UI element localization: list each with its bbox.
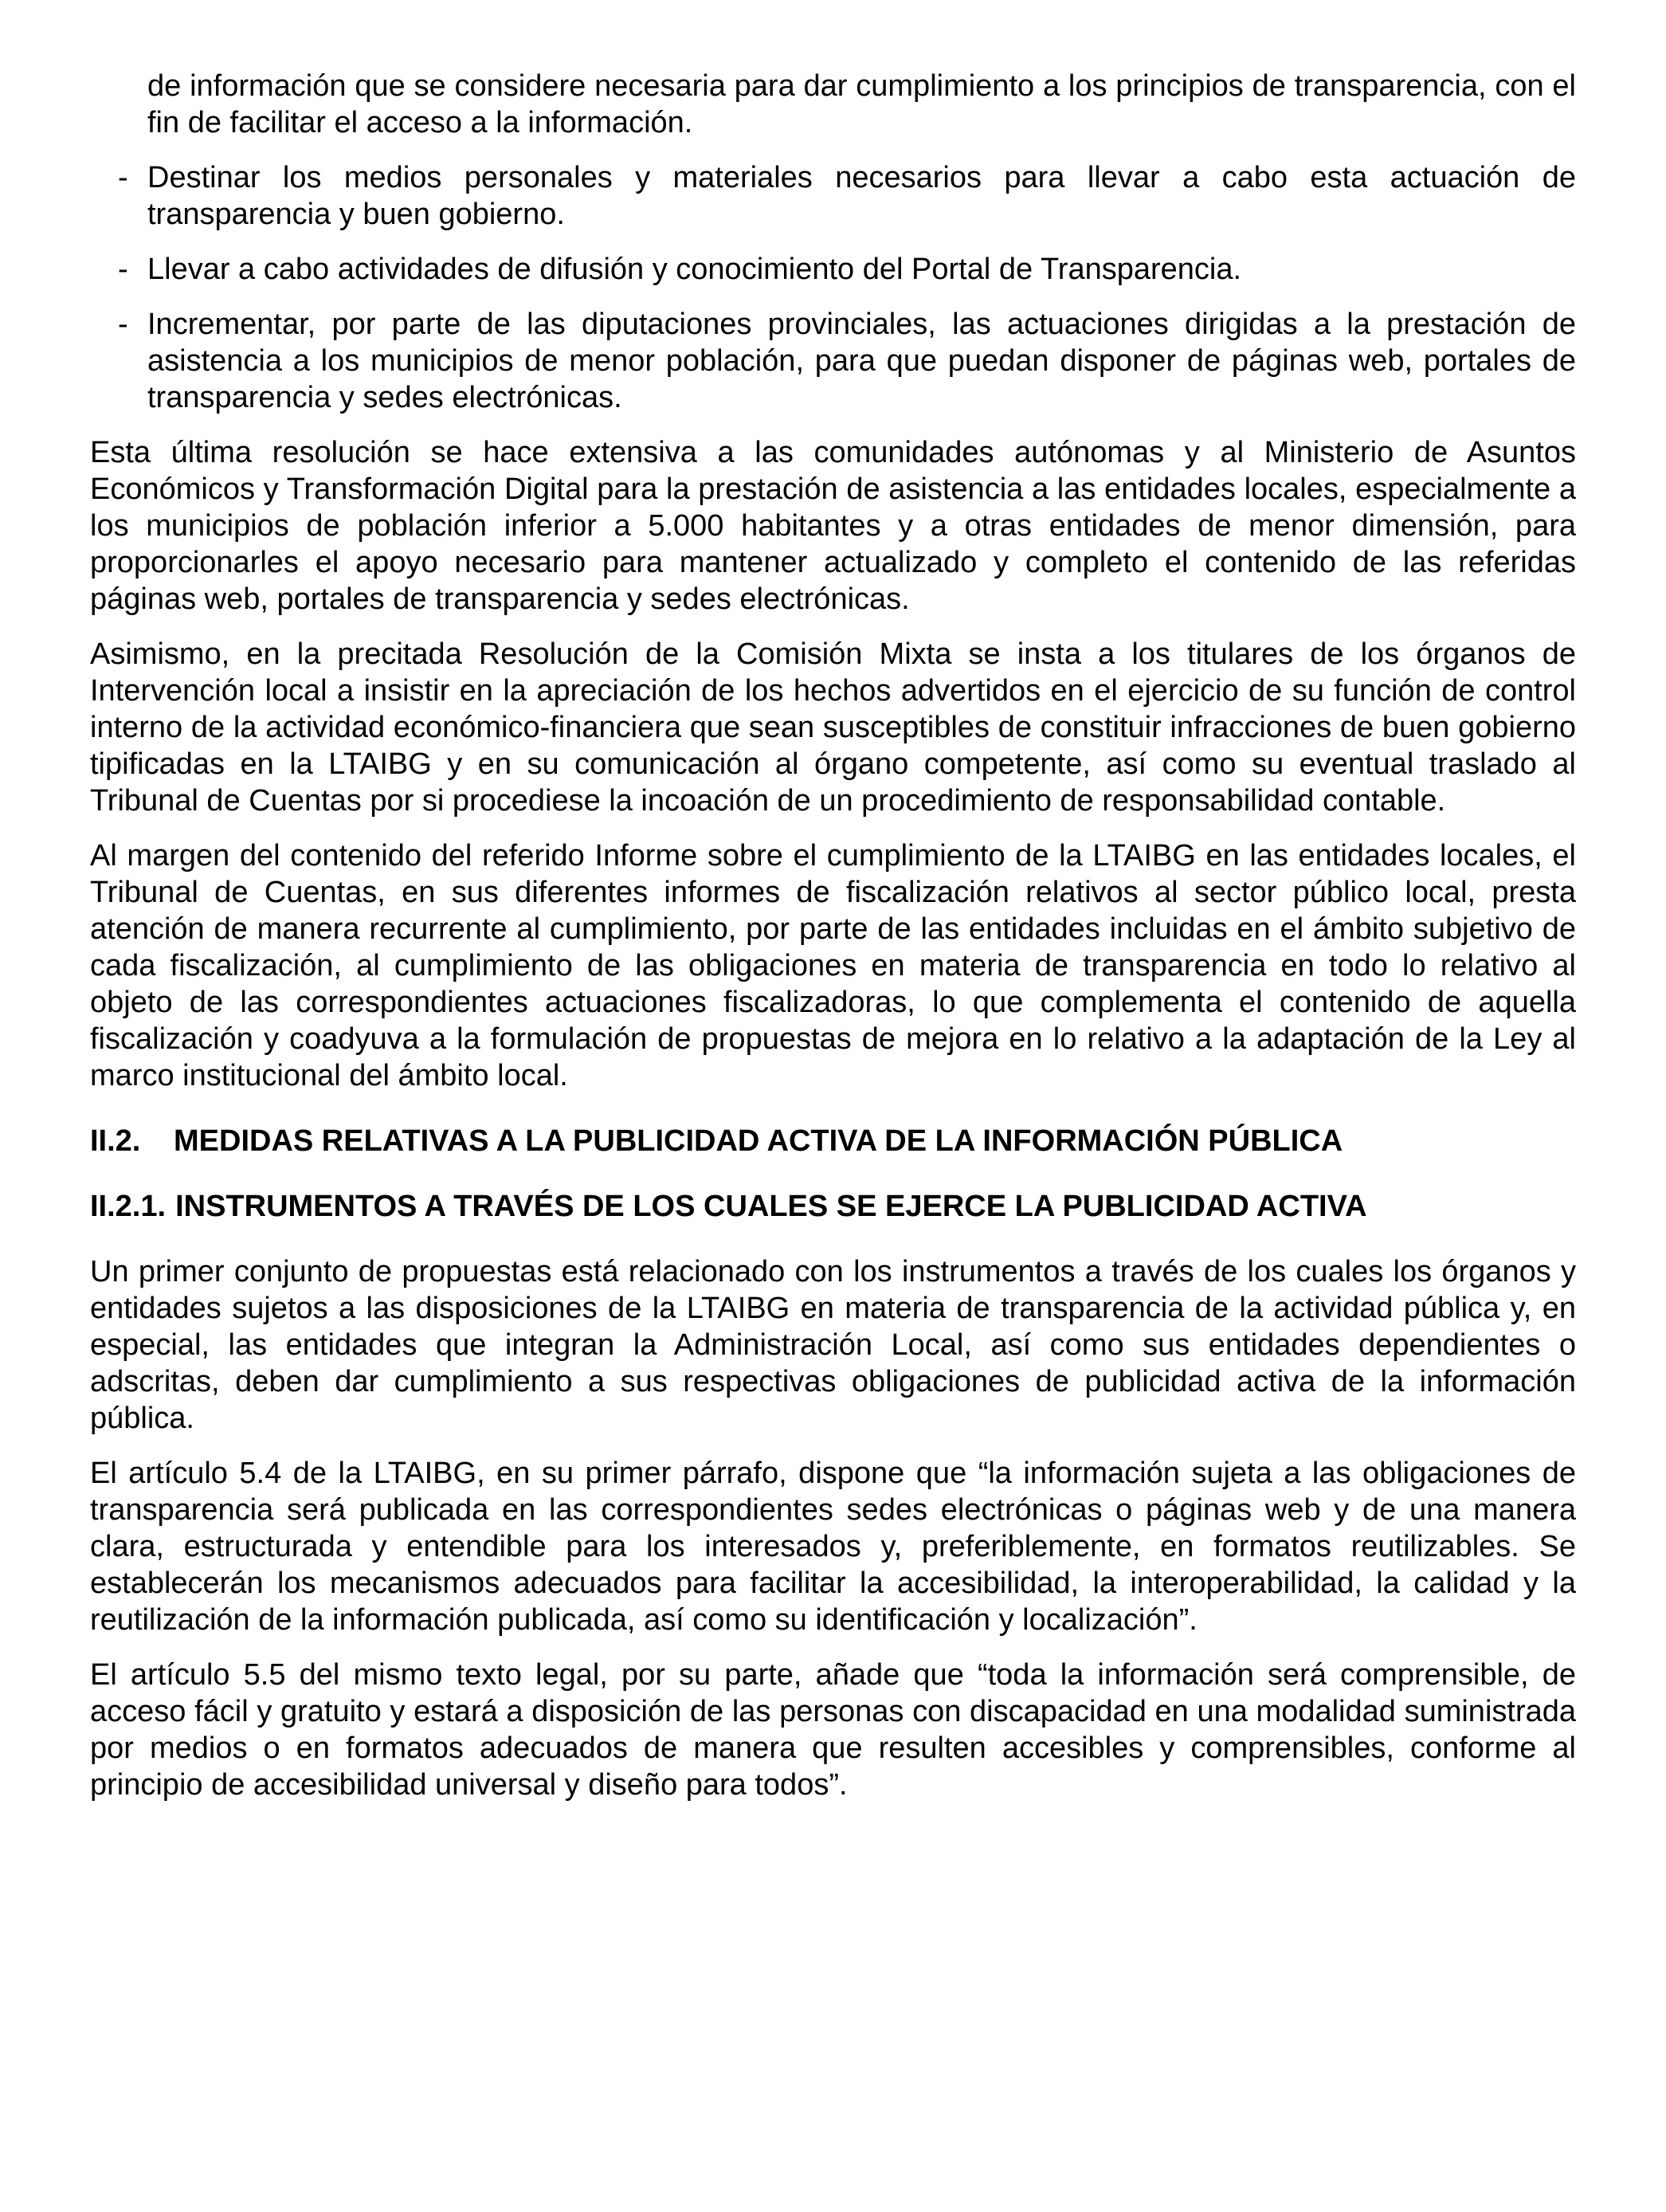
section-heading-ii2 <box>90 1123 1576 1159</box>
dash-marker: - <box>118 161 128 194</box>
list-item <box>90 159 1576 233</box>
section-number: II.2. <box>90 1124 141 1158</box>
section-title: MEDIDAS RELATIVAS A LA PUBLICIDAD ACTIVA DE LA INFORMACIÓN PÚBLICA <box>174 1124 1343 1158</box>
list-item-text: Incrementar, por parte de las diputaciones provinciales, las actuaciones dirigidas a la prestación de asistencia a los municipios de menor población, para que puedan disponer de páginas web, portales de transparencia y sedes electrónicas. <box>147 308 1576 414</box>
body-paragraph: El artículo 5.4 de la LTAIBG, en su primer párrafo, dispone que “la información sujeta a las obligaciones de transparencia será publicada en las correspondientes sedes electrónicas o páginas web y de una manera clara, estructurada y entendible para los interesados y, preferiblemente, en formatos reutilizables. Se establecerán los mecanismos adecuados para facilitar la accesibilidad, la interoperabilidad, la calidad y la reutilización de la información publicada, así como su identificación y localización”. <box>90 1457 1576 1637</box>
list-item-text: Llevar a cabo actividades de difusión y conocimiento del Portal de Transparencia. <box>147 253 1242 286</box>
subsection-number: II.2.1. <box>90 1190 167 1223</box>
list-item <box>90 251 1576 288</box>
list-item-continuation-paragraph: de información que se considere necesaria para dar cumplimiento a los principios de transparencia, con el fin de facilitar el acceso a la información. <box>147 69 1576 139</box>
body-paragraph: Asimismo, en la precitada Resolución de la Comisión Mixta se insta a los titulares de los órganos de Intervención local a insistir en la apreciación de los hechos advertidos en el ejercicio de su función de control interno de la actividad económico-financiera que sean susceptibles de constituir infracciones de buen gobierno tipificadas en la LTAIBG y en su comunicación al órgano competente, así como su eventual traslado al Tribunal de Cuentas por si procediese la incoación de un procedimiento de responsabilidad contable. <box>90 637 1576 818</box>
body-paragraph: Un primer conjunto de propuestas está relacionado con los instrumentos a través de los cuales los órganos y entidades sujetos a las disposiciones de la LTAIBG en materia de transparencia de la actividad pública y, en especial, las entidades que integran la Administración Local, así como sus entidades dependientes o adscritas, deben dar cumplimiento a sus respectivas obligaciones de publicidad activa de la información pública. <box>90 1255 1576 1435</box>
dash-marker: - <box>118 308 128 341</box>
subsection-title: INSTRUMENTOS A TRAVÉS DE LOS CUALES SE EJERCE LA PUBLICIDAD ACTIVA <box>175 1190 1367 1223</box>
body-paragraph: Al margen del contenido del referido Informe sobre el cumplimiento de la LTAIBG en las entidades locales, el Tribunal de Cuentas, en sus diferentes informes de fiscalización relativos al sector público local, presta atención de manera recurrente al cumplimiento, por parte de las entidades incluidas en el ámbito subjetivo de cada fiscalización, al cumplimiento de las obligaciones en materia de transparencia en todo lo relativo al objeto de las correspondientes actuaciones fiscalizadoras, lo que complementa el contenido de aquella fiscalización y coadyuva a la formulación de propuestas de mejora en lo relativo a la adaptación de la Ley al marco institucional del ámbito local. <box>90 839 1576 1092</box>
list-item <box>90 306 1576 416</box>
subsection-heading-ii21 <box>90 1188 1576 1225</box>
body-paragraph: El artículo 5.5 del mismo texto legal, por su parte, añade que “toda la información será comprensible, de acceso fácil y gratuito y estará a disposición de las personas con discapacidad en una modalidad suministrada por medios o en formatos adecuados de manera que resulten accesibles y comprensibles, conforme al principio de accesibilidad universal y diseño para todos”. <box>90 1658 1576 1802</box>
body-paragraph: Esta última resolución se hace extensiva a las comunidades autónomas y al Ministerio de Asuntos Económicos y Transformación Digital para la prestación de asistencia a las entidades locales, especialmente a los municipios de población inferior a 5.000 habitantes y a otras entidades de menor dimensión, para proporcionarles el apoyo necesario para mantener actualizado y completo el contenido de las referidas páginas web, portales de transparencia y sedes electrónicas. <box>90 436 1576 616</box>
dash-marker: - <box>118 253 128 286</box>
list-item-text: Destinar los medios personales y materiales necesarios para llevar a cabo esta actuación de transparencia y buen gobierno. <box>147 161 1576 231</box>
